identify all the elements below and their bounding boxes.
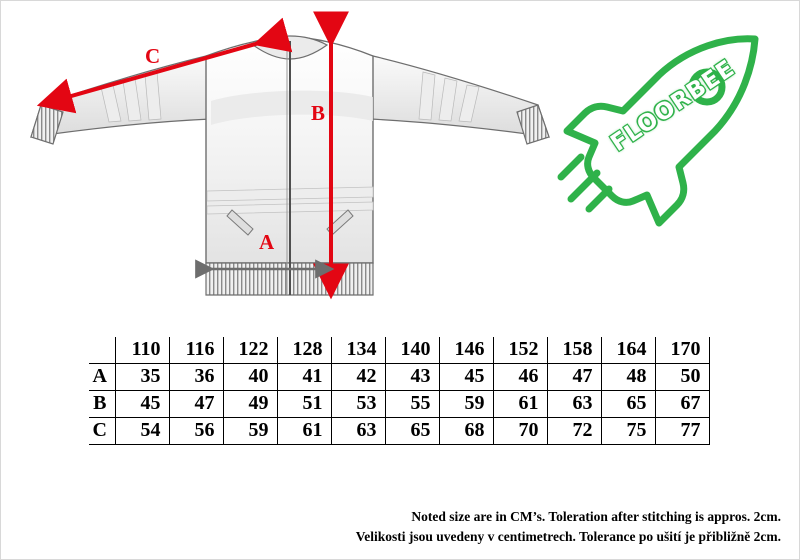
- cell-c-152: 70: [493, 418, 547, 445]
- cell-a-140: 43: [385, 364, 439, 391]
- cell-b-158: 63: [547, 391, 601, 418]
- cell-b-110: 45: [115, 391, 169, 418]
- brand-logo: [549, 31, 779, 231]
- col-header-122: 122: [223, 337, 277, 364]
- cell-c-158: 72: [547, 418, 601, 445]
- col-header-164: 164: [601, 337, 655, 364]
- row-header-a: A: [89, 364, 115, 391]
- cell-b-152: 61: [493, 391, 547, 418]
- measurement-label-b: B: [311, 101, 326, 125]
- cell-b-122: 49: [223, 391, 277, 418]
- cell-b-164: 65: [601, 391, 655, 418]
- cell-c-164: 75: [601, 418, 655, 445]
- cell-b-170: 67: [655, 391, 709, 418]
- cell-c-140: 65: [385, 418, 439, 445]
- cell-a-122: 40: [223, 364, 277, 391]
- cell-a-116: 36: [169, 364, 223, 391]
- cell-b-146: 59: [439, 391, 493, 418]
- cell-b-116: 47: [169, 391, 223, 418]
- row-header-b: B: [89, 391, 115, 418]
- row-header-c: C: [89, 418, 115, 445]
- table-header-row: [89, 337, 709, 364]
- size-table: [89, 337, 710, 445]
- col-header-170: 170: [655, 337, 709, 364]
- cell-c-128: 61: [277, 418, 331, 445]
- cell-b-140: 55: [385, 391, 439, 418]
- note-line-en: Noted size are in CM’s. Toleration after stitching is appros. 2cm.: [411, 509, 781, 524]
- cell-c-116: 56: [169, 418, 223, 445]
- table-row: [89, 418, 709, 445]
- cell-c-134: 63: [331, 418, 385, 445]
- cell-b-128: 51: [277, 391, 331, 418]
- rocket-icon: [549, 31, 779, 231]
- note-line-cs: Velikosti jsou uvedeny v centimetrech. Tolerance po ušití je přibližně 2cm.: [355, 528, 781, 544]
- col-header-128: 128: [277, 337, 331, 364]
- col-header-116: 116: [169, 337, 223, 364]
- cell-a-128: 41: [277, 364, 331, 391]
- cell-a-110: 35: [115, 364, 169, 391]
- cell-c-170: 77: [655, 418, 709, 445]
- col-header-110: 110: [115, 337, 169, 364]
- cell-c-146: 68: [439, 418, 493, 445]
- table-row: [89, 391, 709, 418]
- col-header-146: 146: [439, 337, 493, 364]
- cell-a-170: 50: [655, 364, 709, 391]
- cell-a-152: 46: [493, 364, 547, 391]
- cell-c-110: 54: [115, 418, 169, 445]
- cell-c-122: 59: [223, 418, 277, 445]
- col-header-158: 158: [547, 337, 601, 364]
- cell-a-164: 48: [601, 364, 655, 391]
- col-header-140: 140: [385, 337, 439, 364]
- right-sleeve: [369, 56, 549, 144]
- brand-name: FLOORBEE: [606, 55, 740, 157]
- measurement-label-c: C: [145, 44, 161, 68]
- jacket-body: [206, 36, 373, 295]
- table-corner-cell: [89, 337, 115, 364]
- cell-a-146: 45: [439, 364, 493, 391]
- table-row: [89, 364, 709, 391]
- measurement-label-a: A: [259, 230, 275, 254]
- footer-notes: [1, 507, 781, 546]
- col-header-152: 152: [493, 337, 547, 364]
- cell-a-134: 42: [331, 364, 385, 391]
- col-header-134: 134: [331, 337, 385, 364]
- cell-b-134: 53: [331, 391, 385, 418]
- cell-a-158: 47: [547, 364, 601, 391]
